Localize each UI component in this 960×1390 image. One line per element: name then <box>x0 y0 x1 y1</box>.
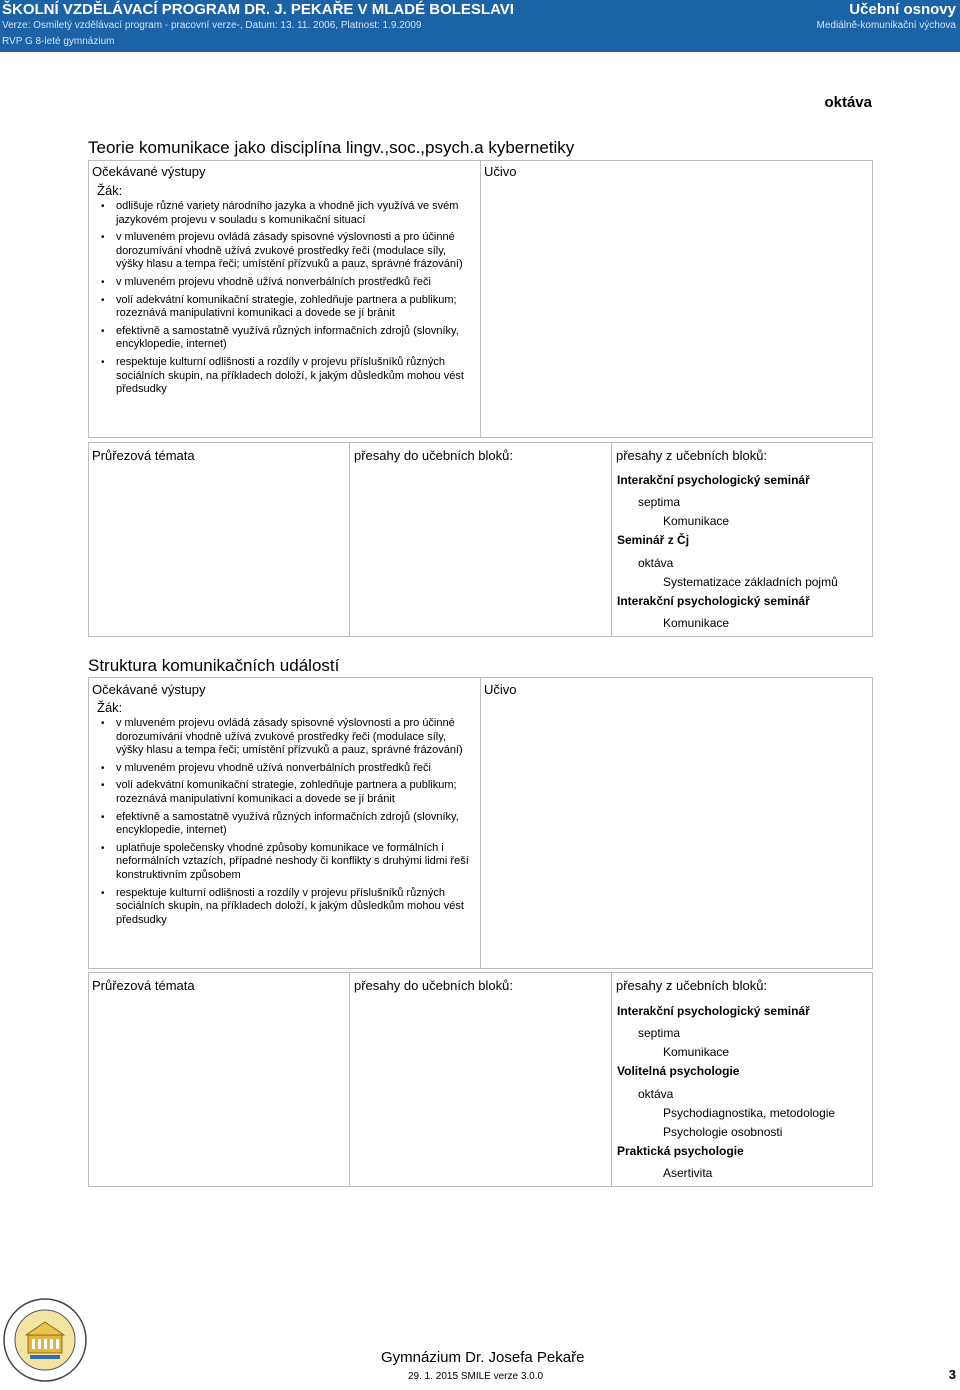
topic-item: Komunikace <box>663 514 730 528</box>
grade-item: septima <box>638 1026 681 1040</box>
course-name: Volitelná psychologie <box>617 1064 740 1078</box>
topic-item: Psychologie osobnosti <box>663 1125 783 1139</box>
content-cell <box>480 677 873 969</box>
pupil-label: Žák: <box>97 183 123 198</box>
overlaps-to-header: přesahy do učebních bloků: <box>354 978 513 993</box>
footer-school-name: Gymnázium Dr. Josefa Pekaře <box>381 1349 585 1366</box>
outcome-item: • v mluveném projevu ovládá zásady spisovné výslovnosti a pro účinné dorozumívání vhodně užívá zvukové prostředky řeči (modulace síly, výšky hlasu a tempa řeči; umístění přízvuků a pauz, správné frázování) <box>99 717 471 758</box>
version-info: Verze: Osmiletý vzdělávací program - pracovní verze-, Datum: 13. 11. 2006, Platnost: 1.9.2009 <box>2 20 422 31</box>
footer-version: 29. 1. 2015 SMILE verze 3.0.0 <box>408 1371 544 1382</box>
topic-item: Komunikace <box>663 1045 730 1059</box>
grade-item: septima <box>638 495 681 509</box>
course-name: Praktická psychologie <box>617 1144 744 1158</box>
section-title: Učební osnovy <box>849 1 956 18</box>
grade-item: oktáva <box>638 1087 674 1101</box>
outcome-item: • volí adekvátní komunikační strategie, zohledňuje partnera a publikum; rozeznává manipulativní komunikaci a dovede se jí bránit <box>99 779 471 806</box>
cross-topics-header: Průřezová témata <box>92 978 195 993</box>
school-seal-logo <box>2 1297 88 1383</box>
expected-outcomes-header: Očekávané výstupy <box>92 682 206 697</box>
outcome-item: • efektivně a samostatně využívá různých informačních zdrojů (slovníky, encyklopedie, internet) <box>99 325 471 352</box>
outcome-item: • uplatňuje společensky vhodné způsoby komunikace ve formálních i neformálních vztazích, případné neshody či konflikty s druhými lidmi řeší konstruktivním způsobem <box>99 842 471 883</box>
subject-name: Mediálně-komunikační výchova <box>816 20 956 31</box>
block-title: Teorie komunikace jako disciplína lingv.,soc.,psych.a kybernetiky <box>88 138 575 157</box>
overlaps-to-header: přesahy do učebních bloků: <box>354 448 513 463</box>
grade-label: oktáva <box>824 94 872 111</box>
grade-item: oktáva <box>638 556 674 570</box>
overlaps-from-header: přesahy z učebních bloků: <box>616 978 768 993</box>
expected-outcomes-header: Očekávané výstupy <box>92 164 206 179</box>
cross-topics-cell <box>88 442 350 637</box>
document-header <box>0 0 960 52</box>
outcome-item: • respektuje kulturní odlišnosti a rozdíly v projevu příslušníků různých sociálních skupin, na příkladech doloží, k jakým důsledkům mohou vést předsudky <box>99 356 471 397</box>
course-name: Seminář z Čj <box>617 533 690 547</box>
overlaps-to-cell <box>349 972 612 1187</box>
overlaps-from-header: přesahy z učebních bloků: <box>616 448 768 463</box>
topic-item: Komunikace <box>663 616 730 630</box>
pupil-label: Žák: <box>97 700 123 715</box>
topic-item: Psychodiagnostika, metodologie <box>663 1106 836 1120</box>
topic-item: Asertivita <box>663 1166 713 1180</box>
course-name: Interakční psychologický seminář <box>617 594 810 608</box>
school-program-title: ŠKOLNÍ VZDĚLÁVACÍ PROGRAM DR. J. PEKAŘE V MLADÉ BOLESLAVI <box>2 1 514 18</box>
topic-item: Systematizace základních pojmů <box>663 575 838 589</box>
rvp-info: RVP G 8-leté gymnázium <box>2 36 115 47</box>
outcome-item: • odlišuje různé variety národního jazyka a vhodně jich využívá ve svém jazykovém projevu v souladu s komunikační situací <box>99 200 471 227</box>
outcome-item: • v mluveném projevu vhodně užívá nonverbálních prostředků řeči <box>99 276 471 290</box>
cross-topics-header: Průřezová témata <box>92 448 195 463</box>
content-header: Učivo <box>484 682 517 697</box>
outcome-item: • v mluveném projevu ovládá zásady spisovné výslovnosti a pro účinné dorozumívání vhodně užívá zvukové prostředky řeči (modulace síly, výšky hlasu a tempa řeči; umístění přízvuků a pauz, správné frázování) <box>99 231 471 272</box>
outcomes-list <box>99 717 471 931</box>
course-name: Interakční psychologický seminář <box>617 1004 810 1018</box>
course-name: Interakční psychologický seminář <box>617 473 810 487</box>
content-cell <box>480 160 873 438</box>
content-header: Učivo <box>484 164 517 179</box>
page-number: 3 <box>948 1367 956 1382</box>
outcome-item: • respektuje kulturní odlišnosti a rozdíly v projevu příslušníků různých sociálních skupin, na příkladech doloží, k jakým důsledkům mohou vést předsudky <box>99 887 471 928</box>
outcome-item: • volí adekvátní komunikační strategie, zohledňuje partnera a publikum; rozeznává manipulativní komunikaci a dovede se jí bránit <box>99 294 471 321</box>
block-title: Struktura komunikačních událostí <box>88 656 340 675</box>
overlaps-to-cell <box>349 442 612 637</box>
cross-topics-cell <box>88 972 350 1187</box>
outcomes-list <box>99 200 471 401</box>
outcome-item: • v mluveném projevu vhodně užívá nonverbálních prostředků řeči <box>99 762 471 776</box>
outcome-item: • efektivně a samostatně využívá různých informačních zdrojů (slovníky, encyklopedie, internet) <box>99 811 471 838</box>
